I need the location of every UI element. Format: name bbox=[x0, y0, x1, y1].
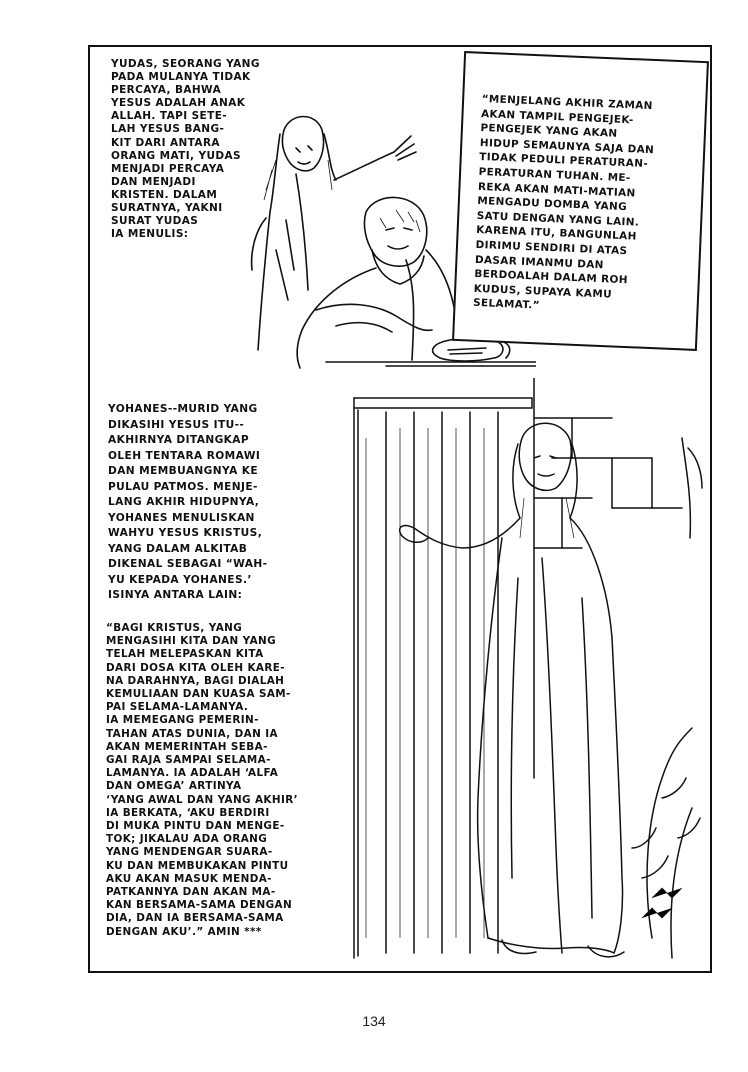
revelation-text-line: YANG MENDENGAR SUARA- bbox=[106, 846, 273, 859]
revelation-text-line: DI MUKA PINTU DAN MENGE- bbox=[106, 820, 285, 833]
intro-text-line: PERCAYA, BAHWA bbox=[111, 84, 222, 97]
quote-text-line: PENGEJEK YANG AKAN bbox=[480, 122, 618, 140]
revelation-text-line: TELAH MELEPASKAN KITA bbox=[106, 648, 264, 661]
intro-text-line: KIT DARI ANTARA bbox=[111, 136, 220, 149]
john-text-line: LANG AKHIR HIDUPNYA, bbox=[108, 496, 260, 508]
john-text-line: DIKENAL SEBAGAI “WAH- bbox=[108, 558, 268, 570]
intro-text-line: MENJADI PERCAYA bbox=[111, 162, 225, 175]
intro-text-line: LAH YESUS BANG- bbox=[111, 123, 225, 136]
john-text-line: DIKASIHI YESUS ITU-- bbox=[108, 418, 245, 431]
quote-text-line: BERDOALAH DALAM ROH bbox=[474, 267, 629, 287]
quote-text-line: SELAMAT.” bbox=[472, 297, 541, 312]
revelation-quote-text bbox=[106, 622, 298, 939]
quote-text-line: MENGADU DOMBA YANG bbox=[477, 195, 628, 214]
intro-text-line: KRISTEN. DALAM bbox=[111, 188, 218, 201]
john-text-line: DAN MEMBUANGNYA KE bbox=[108, 465, 259, 477]
revelation-text-line: LAMANYA. IA ADALAH ‘ALFA bbox=[106, 767, 279, 780]
intro-text-line: ALLAH. TAPI SETE- bbox=[111, 110, 228, 123]
revelation-text-line: MENGASIHI KITA DAN YANG bbox=[106, 635, 277, 648]
intro-text-line: SURAT YUDAS bbox=[111, 215, 199, 228]
john-text-line: YOHANES--MURID YANG bbox=[108, 403, 258, 415]
quote-text-line: KUDUS, SUPAYA KAMU bbox=[473, 282, 613, 301]
john-intro-text bbox=[108, 402, 267, 604]
revelation-text-line: AKU AKAN MASUK MENDA- bbox=[106, 872, 272, 885]
quote-text-line: DIRIMU SENDIRI DI ATAS bbox=[475, 238, 628, 258]
revelation-text-line: NA DARAHNYA, BAGI DIALAH bbox=[106, 674, 285, 687]
revelation-text-line: ‘YANG AWAL DAN YANG AKHIR’ bbox=[106, 793, 298, 806]
revelation-text-line: PATKANNYA DAN AKAN MA- bbox=[106, 886, 276, 899]
jesus-knocking-illustration bbox=[352, 378, 707, 968]
john-text-line: YANG DALAM ALKITAB bbox=[108, 542, 248, 555]
quote-text-line: REKA AKAN MATI-MATIAN bbox=[477, 180, 636, 200]
page-number: 134 bbox=[362, 1013, 386, 1029]
intro-text-line: ORANG MATI, YUDAS bbox=[111, 149, 242, 162]
revelation-text-line: KAN BERSAMA-SAMA DENGAN bbox=[106, 899, 293, 912]
revelation-text-line: DAN OMEGA’ ARTINYA bbox=[106, 780, 242, 793]
intro-text-line: YESUS ADALAH ANAK bbox=[111, 97, 246, 110]
john-text-line: ISINYA ANTARA LAIN: bbox=[108, 589, 243, 601]
john-text-line: OLEH TENTARA ROMAWI bbox=[108, 449, 261, 462]
revelation-text-line: DARI DOSA KITA OLEH KARE- bbox=[106, 661, 285, 674]
quote-text-line: PERATURAN TUHAN. ME- bbox=[478, 165, 631, 185]
revelation-text-line: DIA, DAN IA BERSAMA-SAMA bbox=[106, 912, 284, 925]
intro-text-line: IA MENULIS: bbox=[111, 228, 189, 241]
revelation-text-line: AKAN MEMERINTAH SEBA- bbox=[106, 740, 268, 753]
john-text-line: PULAU PATMOS. MENJE- bbox=[108, 480, 258, 493]
jude-quote-text bbox=[473, 92, 656, 318]
intro-text-line: SURATNYA, YAKNI bbox=[111, 202, 223, 215]
revelation-text-line: TAHAN ATAS DUNIA, DAN IA bbox=[106, 727, 278, 740]
revelation-text-line: TOK; JIKALAU ADA ORANG bbox=[106, 833, 268, 846]
judas-intro-text bbox=[111, 58, 260, 241]
revelation-text-line: “BAGI KRISTUS, YANG bbox=[106, 622, 243, 634]
intro-text-line: DAN MENJADI bbox=[111, 175, 196, 188]
revelation-text-line: KU DAN MEMBUKAKAN PINTU bbox=[106, 859, 289, 872]
revelation-text-line: GAI RAJA SAMPAI SELAMA- bbox=[106, 754, 271, 767]
quote-text-line: KARENA ITU, BANGUNLAH bbox=[475, 224, 637, 243]
revelation-text-line: KEMULIAAN DAN KUASA SAM- bbox=[106, 688, 291, 701]
john-text-line: WAHYU YESUS KRISTUS, bbox=[108, 527, 263, 539]
quote-text-line: SATU DENGAN YANG LAIN. bbox=[476, 209, 640, 229]
john-text-line: AKHIRNYA DITANGKAP bbox=[108, 434, 250, 446]
quote-text-line: TIDAK PEDULI PERATURAN- bbox=[479, 151, 649, 171]
revelation-text-line: IA BERKATA, ‘AKU BERDIRI bbox=[106, 806, 270, 819]
intro-text-line: YUDAS, SEORANG YANG bbox=[111, 58, 260, 70]
intro-text-line: PADA MULANYA TIDAK bbox=[111, 71, 251, 84]
john-text-line: YOHANES MENULISKAN bbox=[108, 511, 255, 524]
revelation-text-line: DENGAN AKU’.” AMIN *** bbox=[106, 925, 262, 938]
quote-text-line: DASAR IMANMU DAN bbox=[474, 253, 605, 271]
revelation-text-line: PAI SELAMA-LAMANYA. bbox=[106, 701, 249, 714]
john-text-line: YU KEPADA YOHANES.’ bbox=[108, 573, 252, 586]
revelation-text-line: IA MEMEGANG PEMERIN- bbox=[106, 714, 259, 727]
quote-text-line: “MENJELANG AKHIR ZAMAN bbox=[481, 92, 653, 113]
quote-text-line: HIDUP SEMAUNYA SAJA DAN bbox=[479, 136, 655, 157]
quote-text-line: AKAN TAMPIL PENGEJEK- bbox=[480, 107, 634, 126]
